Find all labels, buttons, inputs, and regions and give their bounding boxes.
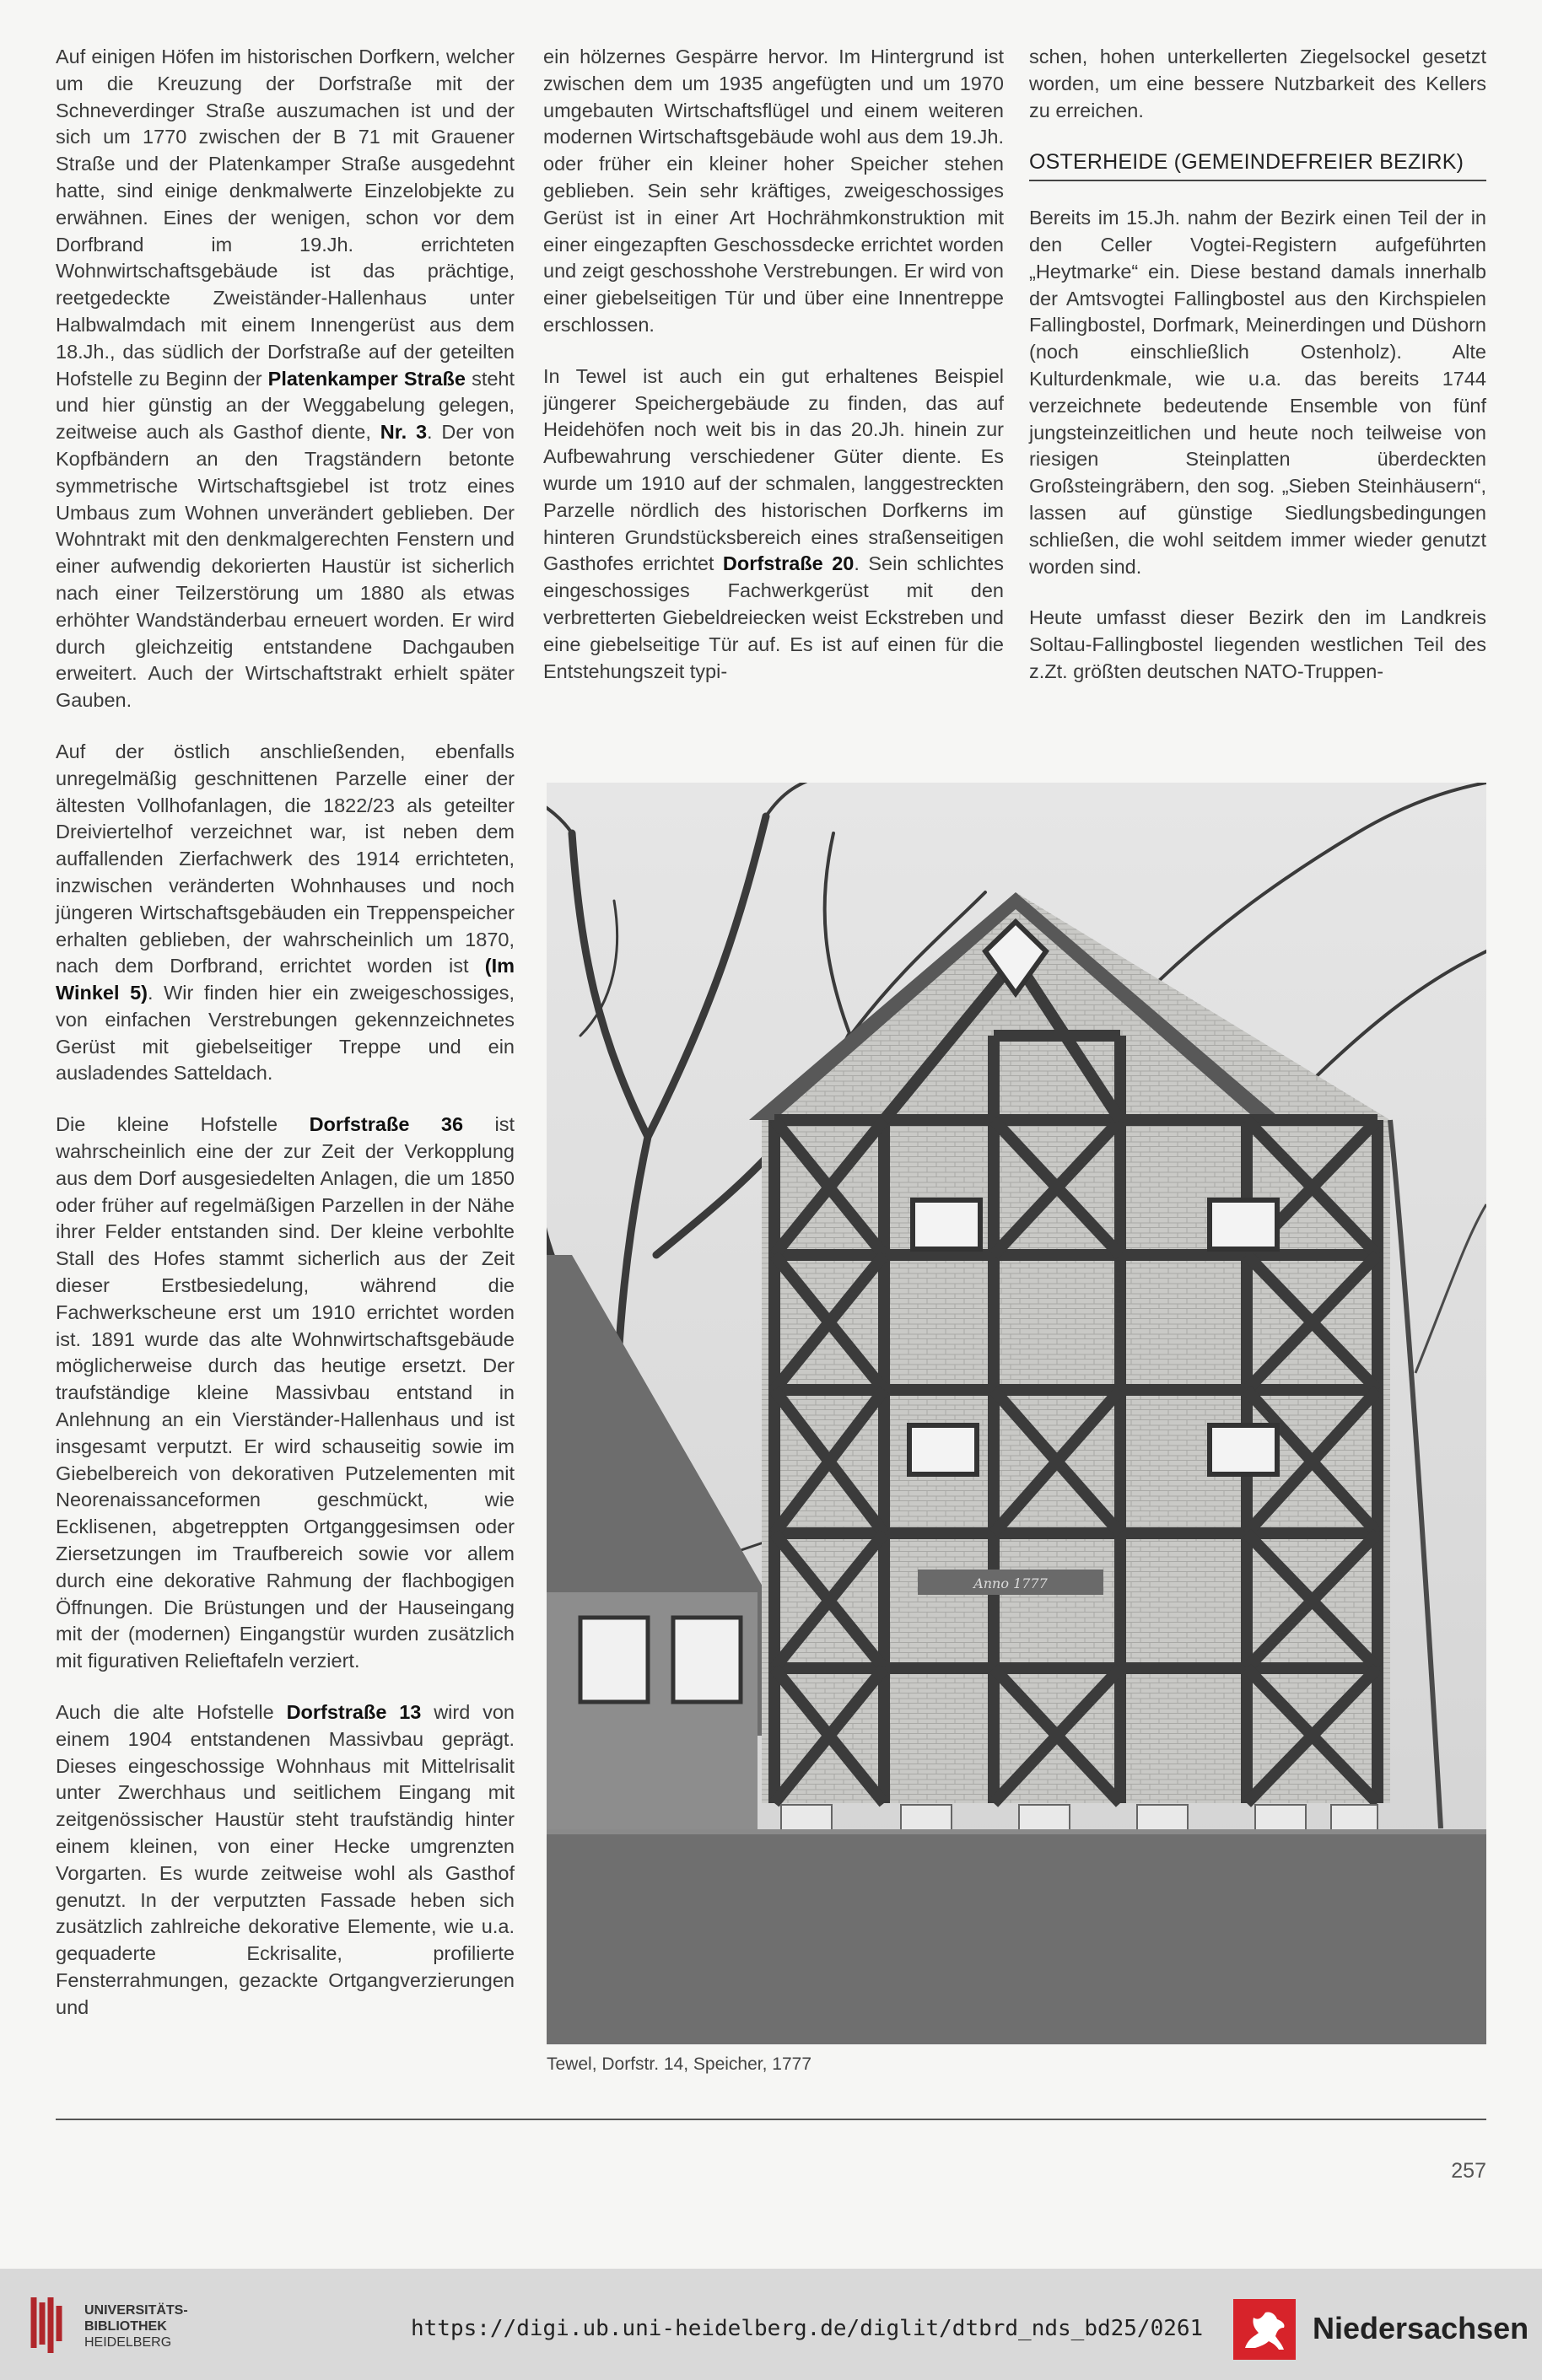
ub-heidelberg-logo-icon[interactable]: [25, 2294, 76, 2356]
paragraph: Die kleine Hofstelle Dorfstraße 36 ist wahrscheinlich eine der zur Zeit der Verkopplung aus dem Dorf ausgesiedelten Anlagen, die um 1850 oder früher auf regelmäßigen Parzellen in der Nähe ihrer Felder entstanden sind. Der kleine verbohlte Stall des Hofes stammt sicherlich aus der Zeit dieser Erstbesiedelung, während die Fachwerkscheune erst um 1910 errichtet worden ist. 1891 wurde das alte Wohnwirtschaftsgebäude möglicherweise durch das heutige ersetzt. Der traufständige kleine Massivbau entstand in Anlehnung an ein Vierständer-Hallenhaus und ist insgesamt verputzt. Er wird schauseitig sowie im Giebelbereich von dekorativen Putzelementen mit Neorenaissanceformen geschmückt, wie Ecklisenen, abgetreppten Ortganggesimsen oder Ziersetzungen im Traufbereich sowie vor allem durch eine dekorative Rahmung der flachbogigen Öffnungen. Die Brüstungen und der Hauseingang mit der (modernen) Eingangstür wurden zusätzlich mit figurativen Relieftafeln verziert.: [56, 1113, 515, 1672]
paragraph: Auch die alte Hofstelle Dorfstraße 13 wird von einem 1904 entstandenen Massivbau geprägt. Dieses eingeschossige Wohnhaus mit Mittelrisalit unter Zwerchhaus und seitlichem Eingang mit zeitgenössischer Haustür steht traufständig hinter einem kleinen, von einer Hecke umgrenzten Vorgarten. Es wurde zeitweise wohl als Gasthof genutzt. In der verputzten Fassade heben sich zusätzlich zahlreiche dekorative Elemente, wie u.a. gequaderte Eckrisalite, profilierte Fensterrahmungen, gezackte Ortgangverzierungen und: [56, 1701, 515, 2018]
section-heading: OSTERHEIDE (GEMEINDEFREIER BEZIRK): [1029, 149, 1486, 181]
text-column-1: [56, 44, 515, 2046]
half-timbered-storehouse-illustration: [547, 783, 1486, 2044]
paragraph: schen, hohen unterkellerten Ziegelsockel gesetzt worden, um eine bessere Nutzbarkeit des Kellers zu erreichen.: [1029, 46, 1486, 121]
paragraph: Auf der östlich anschließenden, ebenfalls unregelmäßig geschnittenen Parzelle einer der ältesten Vollhofanlagen, die 1822/23 als geteilter Dreiviertelhof verzeichnet war, ist neben dem auffallenden Zierfachwerk des 1914 errichteten, inzwischen veränderten Wohnhauses und noch jüngeren Wirtschaftsgebäuden ein Treppenspeicher erhalten geblieben, der wahrscheinlich um 1870, nach dem Dorfbrand, errichtet worden ist (Im Winkel 5). Wir finden hier ein zweigeschossiges, von einfachen Verstrebungen gekennzeichnetes Gerüst mit giebelseitiger Treppe und ein ausladendes Satteldach.: [56, 740, 515, 1085]
street-reference: Nr. 3: [380, 421, 428, 444]
document-url-link[interactable]: https://digi.ub.uni-heidelberg.de/diglit/dtbrd_nds_bd25/0261: [411, 2316, 1204, 2341]
beam-inscription: Anno 1777: [973, 1575, 1048, 1591]
street-reference: (Im Winkel 5): [56, 955, 515, 1004]
paragraph: ein hölzernes Gespärre hervor. Im Hintergrund ist zwischen dem um 1935 angefügten und um 1970 umgebauten Wirtschaftsflügel und einem weiteren modernen Wirtschaftsgebäude wohl aus dem 19.Jh. oder früher ein kleiner hoher Speicher stehen geblieben. Sein sehr kräftiges, zweigeschossiges Gerüst ist in einer Art Hochrähmkonstruktion mit einer eingezapften Geschossdecke errichtet worden und zeigt geschosshohe Verstrebungen. Er wird von einer giebelseitigen Tür und über eine Innentreppe erschlossen.: [543, 46, 1004, 336]
paragraph: Auf einigen Höfen im historischen Dorfkern, welcher um die Kreuzung der Dorfstraße mit der Schneverdinger Straße auszumachen ist und der sich um 1770 zwischen der B 71 mit Grauener Straße und der Platenkamper Straße ausgedehnt hatte, sind einige denkmalwerte Einzelobjekte zu erwähnen. Eines der wenigen, schon vor dem Dorfbrand im 19.Jh. errichteten Wohnwirtschaftsgebäude ist das prächtige, reetgedeckte Zweiständer-Hallenhaus unter Halbwalmdach mit einem Innengerüst aus dem 18.Jh., das südlich der Dorfstraße auf der geteilten Hofstelle zu Beginn der Platenkamper Straße steht und hier günstig an der Weggabelung gelegen, zeitweise auch als Gasthof diente, Nr. 3. Der von Kopfbändern an den Tragständern betonte symmetrische Wirtschaftsgiebel ist trotz eines Umbaus zum Wohnen unverändert geblieben. Der Wohntrakt mit den denkmalgerechten Fenstern und einer aufwendig dekorierten Haustür ist sicherlich nach einer Teilzerstörung um 1880 als etwas erhöhter Wandständerbau erneuert worden. Er wird durch gleichzeitig entstandene Dachgauben erweitert. Auch der Wirtschaftstrakt erhielt später Gauben.: [56, 46, 515, 712]
speicher-photo: [547, 783, 1486, 2044]
footer-rule: [56, 2119, 1486, 2120]
paragraph: Heute umfasst dieser Bezirk den im Landkreis Soltau-Fallingbostel liegenden westlichen Teil des z.Zt. größten deutschen NATO-Truppen-: [1029, 606, 1486, 682]
page-number: 257: [1451, 2159, 1486, 2183]
street-reference: Dorfstraße 13: [286, 1701, 422, 1724]
street-reference: Dorfstraße 20: [722, 552, 855, 575]
paragraph: Bereits im 15.Jh. nahm der Bezirk einen Teil der in den Celler Vogtei-Registern aufgeführten „Heytmarke“ ein. Diese bestand damals innerhalb der Amtsvogtei Fallingbostel aus den Kirchspielen Fallingbostel, Dorfmark, Meinerdingen und Düshorn (noch einschließlich Ostenholz). Alte Kulturdenkmale, wie u.a. das bereits 1744 verzeichnete bedeutende Ensemble von fünf jungsteinzeitlichen und heute noch teilweise von riesigen Steinplatten überdeckten Großsteingräbern, den sog. „Sieben Steinhäusern“, lassen auf günstige Siedlungsbedingungen schließen, die wohl seitdem immer wieder genutzt worden sind.: [1029, 207, 1486, 578]
library-name[interactable]: UNIVERSITÄTS- BIBLIOTHEK HEIDELBERG: [84, 2303, 188, 2350]
viewer-footer: [0, 2269, 1542, 2380]
paragraph: In Tewel ist auch ein gut erhaltenes Beispiel jüngerer Speichergebäude zu finden, das auf Heidehöfen noch weit bis in das 20.Jh. hinein zur Aufbewahrung verschiedener Güter diente. Es wurde um 1910 auf der schmalen, langgestreckten Parzelle nördlich des historischen Dorfkerns im hinteren Grundstücksbereich eines straßenseitigen Gasthofes errichtet Dorfstraße 20. Sein schlichtes eingeschossiges Fachwerkgerüst mit den verbretterten Giebeldreiecken weist Eckstreben und eine giebelseitige Tür auf. Es ist auf einen für die Entstehungszeit typi-: [543, 364, 1004, 682]
niedersachsen-horse-icon[interactable]: [1233, 2299, 1296, 2360]
photo-caption: Tewel, Dorfstr. 14, Speicher, 1777: [547, 2054, 812, 2074]
street-reference: Platenkamper Straße: [267, 367, 466, 390]
state-name[interactable]: Niedersachsen: [1313, 2311, 1529, 2345]
text-column-3: [1029, 44, 1486, 710]
street-reference: Dorfstraße 36: [309, 1113, 464, 1136]
text-column-2: [543, 44, 1004, 709]
